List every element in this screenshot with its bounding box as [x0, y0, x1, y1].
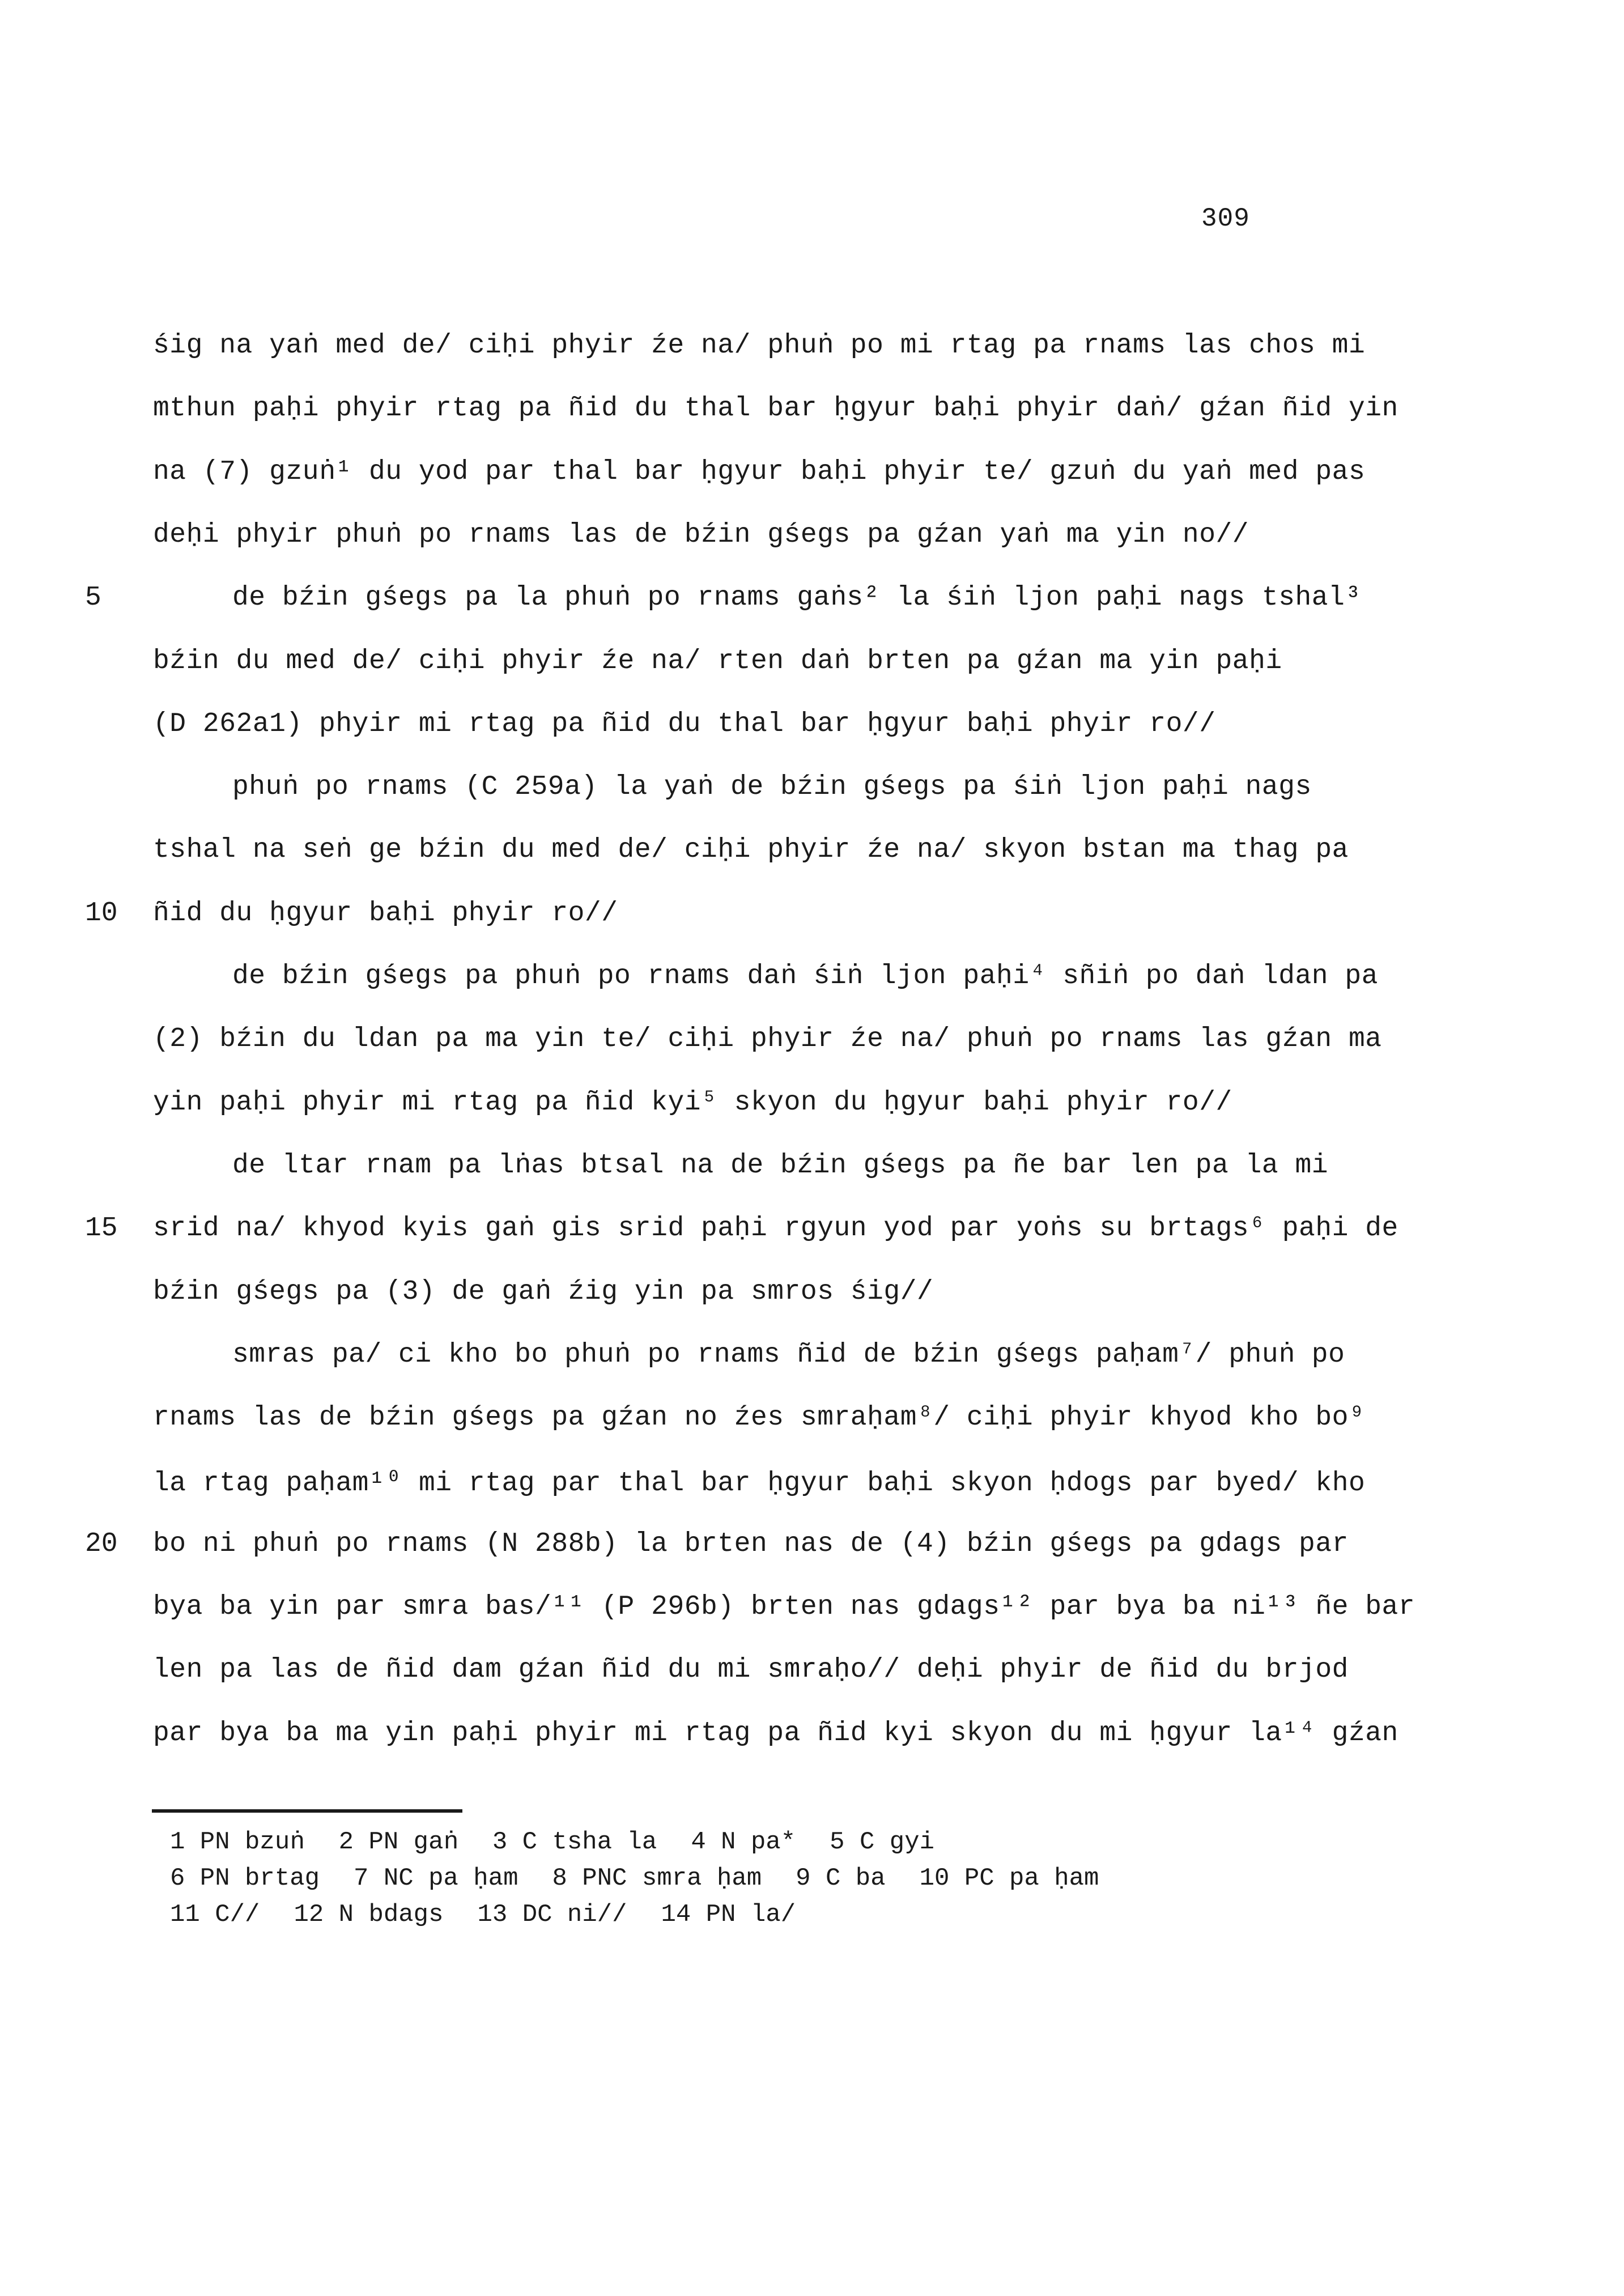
footnote-row	[170, 1828, 968, 1856]
text-line: bźin gśegs pa (3) de gaṅ źig yin pa smros śig//	[153, 1276, 934, 1307]
footnote-row	[170, 1864, 1133, 1893]
text-line: de bźin gśegs pa la phuṅ po rnams gaṅs² la śiṅ ljon paḥi nags tshal³	[232, 582, 1362, 614]
footnote: 11 C//	[170, 1900, 260, 1929]
footnote: 1 PN bzuṅ	[170, 1828, 305, 1856]
footnote: 7 NC pa ḥam	[354, 1864, 518, 1893]
footnote: 6 PN brtag	[170, 1864, 320, 1893]
text-line: bya ba yin par smra bas/¹¹ (P 296b) brten nas gdags¹² par bya ba ni¹³ ñe bar	[153, 1592, 1415, 1622]
footnote: 4 N pa*	[691, 1828, 796, 1856]
footnote: 13 DC ni//	[477, 1900, 627, 1929]
text-line: len pa las de ñid dam gźan ñid du mi smraḥo// deḥi phyir de ñid du brjod	[153, 1655, 1349, 1686]
text-line: bźin du med de/ ciḥi phyir źe na/ rten daṅ brten pa gźan ma yin paḥi	[153, 645, 1282, 677]
page-number: 309	[1201, 204, 1250, 233]
footnote: 8 PNC smra ḥam	[552, 1864, 762, 1893]
text-line: srid na/ khyod kyis gaṅ gis srid paḥi rgyun yod par yoṅs su brtags⁶ paḥi de	[153, 1213, 1398, 1244]
footnote-rule	[152, 1809, 462, 1813]
text-line: śig na yaṅ med de/ ciḥi phyir źe na/ phuṅ po mi rtag pa rnams las chos mi	[153, 330, 1366, 361]
text-line: tshal na seṅ ge bźin du med de/ ciḥi phyir źe na/ skyon bstan ma thag pa	[153, 835, 1349, 866]
footnote: 5 C gyi	[830, 1828, 935, 1856]
text-line: par bya ba ma yin paḥi phyir mi rtag pa ñid kyi skyon du mi ḥgyur la¹⁴ gźan	[153, 1717, 1398, 1749]
text-line: bo ni phuṅ po rnams (N 288b) la brten nas de (4) bźin gśegs pa gdags par	[153, 1528, 1349, 1559]
line-number: 5	[85, 582, 101, 614]
footnote: 14 PN la/	[661, 1900, 796, 1929]
text-line: (D 262a1) phyir mi rtag pa ñid du thal bar ḥgyur baḥi phyir ro//	[153, 708, 1216, 739]
footnote: 10 PC pa ḥam	[919, 1864, 1099, 1893]
text-line: smras pa/ ci kho bo phuṅ po rnams ñid de bźin gśegs paḥam⁷/ phuṅ po	[232, 1339, 1345, 1370]
text-line: la rtag paḥam¹⁰ mi rtag par thal bar ḥgyur baḥi skyon ḥdogs par byed/ kho	[153, 1468, 1366, 1499]
text-line: mthun paḥi phyir rtag pa ñid du thal bar ḥgyur baḥi phyir daṅ/ gźan ñid yin	[153, 393, 1398, 424]
text-line: (2) bźin du ldan pa ma yin te/ ciḥi phyir źe na/ phuṅ po rnams las gźan ma	[153, 1024, 1382, 1055]
line-number: 20	[85, 1528, 118, 1559]
footnote: 3 C tsha la	[492, 1828, 657, 1856]
text-line: de ltar rnam pa lṅas btsal na de bźin gśegs pa ñe bar len pa la mi	[232, 1150, 1329, 1181]
text-line: deḥi phyir phuṅ po rnams las de bźin gśegs pa gźan yaṅ ma yin no//	[153, 519, 1249, 550]
footnote: 2 PN gaṅ	[338, 1828, 458, 1856]
text-line: de bźin gśegs pa phuṅ po rnams daṅ śiṅ ljon paḥi⁴ sñiṅ po daṅ ldan pa	[232, 961, 1379, 992]
line-number: 15	[85, 1213, 118, 1244]
footnote: 12 N bdags	[294, 1900, 444, 1929]
footnote-row	[170, 1900, 830, 1929]
text-line: phuṅ po rnams (C 259a) la yaṅ de bźin gśegs pa śiṅ ljon paḥi nags	[232, 772, 1312, 803]
text-line: na (7) gzuṅ¹ du yod par thal bar ḥgyur baḥi phyir te/ gzuṅ du yaṅ med pas	[153, 456, 1366, 487]
line-number: 10	[85, 898, 118, 929]
text-line: ñid du ḥgyur baḥi phyir ro//	[153, 898, 618, 929]
text-line: yin paḥi phyir mi rtag pa ñid kyi⁵ skyon du ḥgyur baḥi phyir ro//	[153, 1087, 1232, 1118]
text-line: rnams las de bźin gśegs pa gźan no źes smraḥam⁸/ ciḥi phyir khyod kho bo⁹	[153, 1402, 1366, 1434]
footnote: 9 C ba	[796, 1864, 886, 1893]
